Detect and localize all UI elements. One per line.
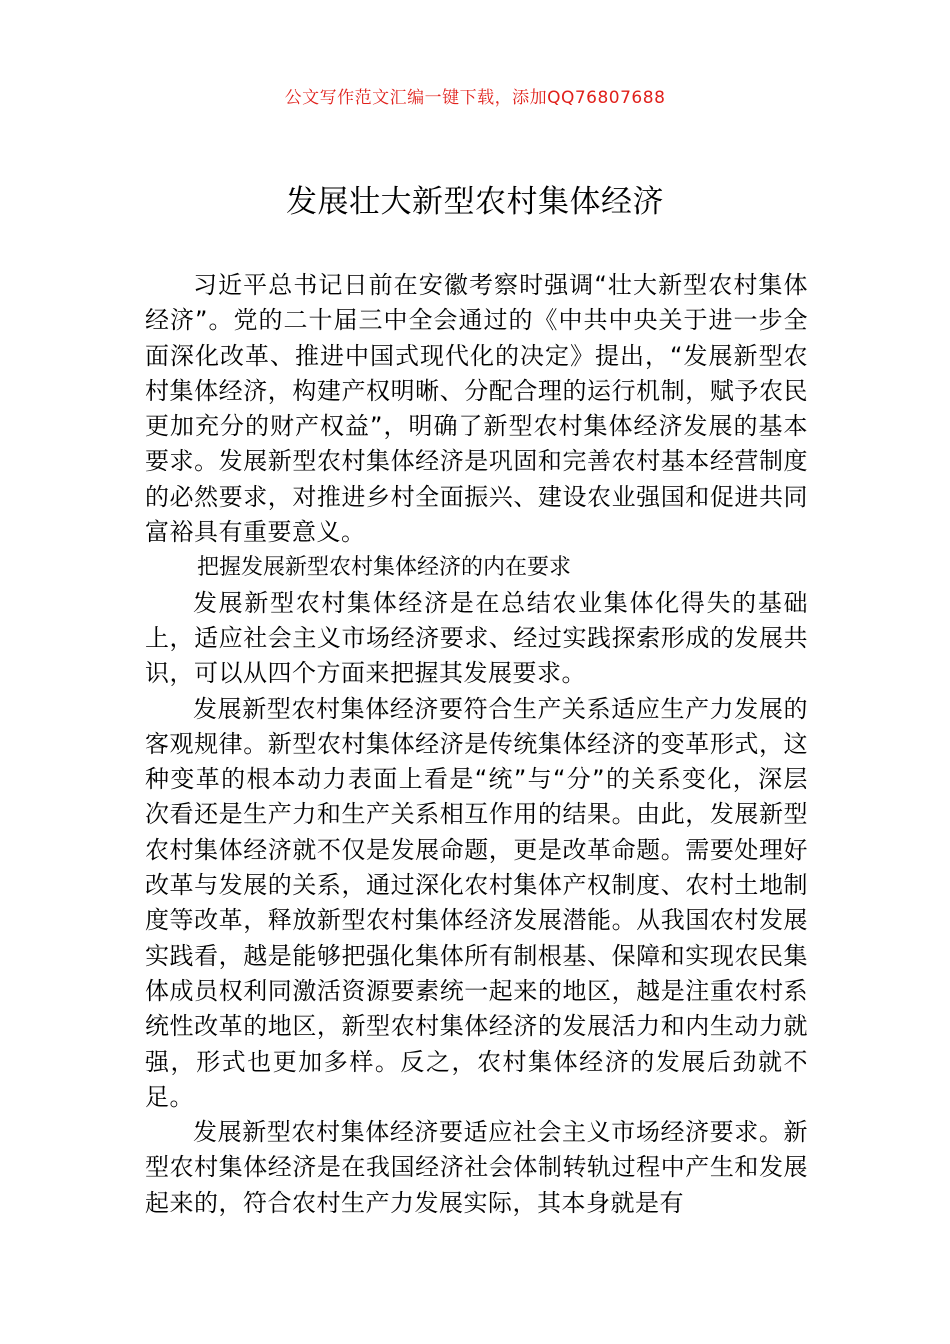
paragraph-intro: 习近平总书记日前在安徽考察时强调“壮大新型农村集体经济”。党的二十届三中全会通过的《中共中央关于进一步全面深化改革、推进中国式现代化的决定》提出，“发展新型农村集体经济，构建产权明晰、分配合理的运行机制，赋予农民更加充分的财产权益”，明确了新型农村集体经济发展的基本要求。发展新型农村集体经济是巩固和完善农村基本经营制度的必然要求，对推进乡村全面振兴、建设农业强国和促进共同富裕具有重要意义。 xyxy=(145,271,808,547)
download-banner: 公文写作范文汇编一键下载，添加QQ76807688 xyxy=(284,88,666,108)
article-title: 发展壮大新型农村集体经济 xyxy=(286,184,664,220)
paragraph-production-relations: 发展新型农村集体经济要符合生产关系适应生产力发展的客观规律。新型农村集体经济是传统集体经济的变革形式，这种变革的根本动力表面上看是“统”与“分”的关系变化，深层次看还是生产力和生产关系相互作用的结果。由此，发展新型农村集体经济就不仅是发展命题，更是改革命题。需要处理好改革与发展的关系，通过深化农村集体产权制度、农村土地制度等改革，释放新型农村集体经济发展潜能。从我国农村发展实践看，越是能够把强化集体所有制根基、保障和实现农民集体成员权利同激活资源要素统一起来的地区，越是注重农村系统性改革的地区，新型农村集体经济的发展活力和内生动力就强，形式也更加多样。反之，农村集体经济的发展后劲就不足。 xyxy=(145,694,808,1111)
paragraph-market-economy: 发展新型农村集体经济要适应社会主义市场经济要求。新型农村集体经济是在我国经济社会体制转轨过程中产生和发展起来的，符合农村生产力发展实际，其本身就是有 xyxy=(145,1118,808,1217)
article-body xyxy=(145,268,808,1221)
paragraph-overview: 发展新型农村集体经济是在总结农业集体化得失的基础上，适应社会主义市场经济要求、经过实践探索形成的发展共识，可以从四个方面来把握其发展要求。 xyxy=(145,588,808,688)
section-heading: 把握发展新型农村集体经济的内在要求 xyxy=(197,555,572,581)
